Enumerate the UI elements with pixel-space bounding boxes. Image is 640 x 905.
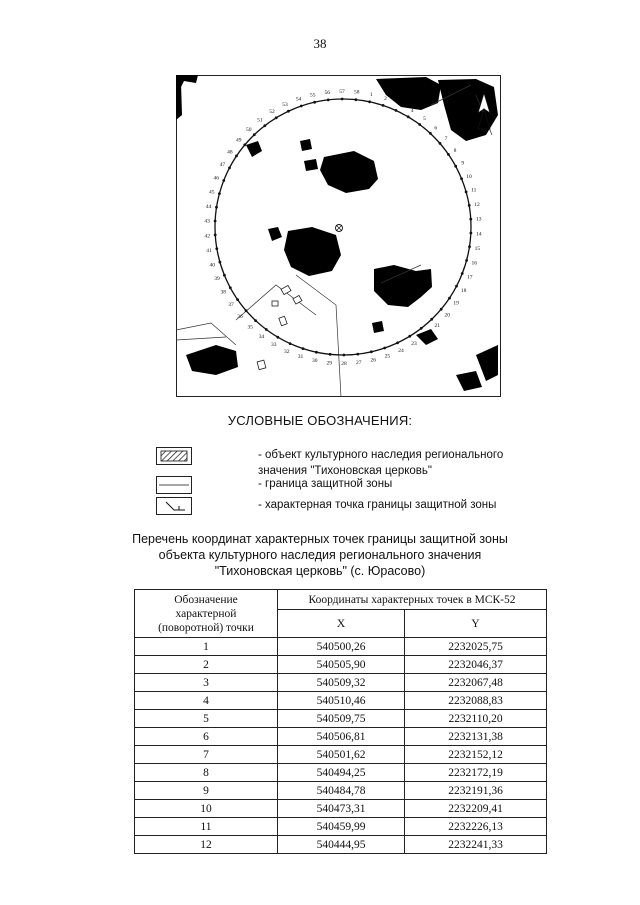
table-cell-point: 7	[135, 746, 278, 764]
table-cell-x: 540509,32	[278, 674, 405, 692]
table-row	[135, 764, 547, 782]
table-row	[135, 800, 547, 818]
boundary-point-marker	[368, 100, 371, 103]
boundary-point-marker	[356, 353, 359, 356]
boundary-point-label: 49	[235, 137, 242, 144]
boundary-point-marker	[218, 192, 221, 195]
table-cell-y: 2232172,19	[405, 764, 547, 782]
table-cell-y: 2232131,38	[405, 728, 547, 746]
table-cell-point: 5	[135, 710, 278, 728]
legend-title: УСЛОВНЫЕ ОБОЗНАЧЕНИЯ:	[227, 413, 413, 428]
designation-header: Обозначение характерной (поворотной) точки	[135, 590, 278, 638]
boundary-point-label: 38	[220, 289, 227, 296]
boundary-point-marker	[407, 115, 410, 118]
boundary-point-label: 25	[384, 353, 391, 360]
table-cell-x: 540501,62	[278, 746, 405, 764]
boundary-point-label: 23	[411, 341, 417, 347]
boundary-point-marker	[470, 232, 473, 235]
boundary-point-marker	[228, 167, 231, 170]
boundary-point-label: 3	[397, 101, 401, 108]
table-cell-point: 8	[135, 764, 278, 782]
boundary-point-marker	[245, 309, 248, 312]
boundary-point-label: 26	[370, 357, 376, 364]
boundary-point-marker	[235, 155, 238, 158]
boundary-point-label: 35	[247, 324, 253, 331]
boundary-point-label: 57	[339, 89, 345, 95]
boundary-point-marker	[355, 98, 358, 101]
table-cell-x: 540473,31	[278, 800, 405, 818]
table-cell-point: 10	[135, 800, 278, 818]
boundary-point-label: 5	[423, 116, 426, 123]
boundary-point-label: 45	[208, 189, 215, 196]
boundary-point-marker	[253, 133, 256, 136]
boundary-point-label: 14	[476, 231, 482, 238]
boundary-point-label: 15	[474, 246, 481, 252]
table-cell-x: 540444,95	[278, 836, 405, 854]
boundary-point-label: 11	[471, 187, 477, 194]
boundary-point-label: 31	[297, 354, 304, 361]
point-marker-icon	[156, 497, 192, 515]
boundary-point-marker	[460, 177, 463, 180]
boundary-point-marker	[341, 98, 344, 101]
boundary-point-marker	[263, 124, 266, 127]
empty-rectangle-icon	[156, 476, 192, 494]
table-cell-x: 540459,99	[278, 818, 405, 836]
boundary-point-label: 6	[434, 125, 438, 132]
boundary-point-label: 58	[353, 89, 360, 96]
boundary-point-label: 29	[326, 360, 333, 367]
boundary-point-label: 4	[410, 108, 414, 114]
table-cell-y: 2232088,83	[405, 692, 547, 710]
boundary-point-label: 47	[219, 162, 226, 169]
boundary-point-label: 41	[206, 248, 212, 254]
boundary-point-marker	[254, 319, 257, 322]
table-row	[135, 638, 547, 656]
boundary-point-marker	[429, 132, 432, 135]
boundary-point-label: 16	[471, 260, 478, 267]
table-cell-y: 2232046,37	[405, 656, 547, 674]
table-cell-y: 2232226,13	[405, 818, 547, 836]
boundary-point-label: 2	[384, 95, 387, 102]
boundary-point-label: 52	[269, 109, 275, 115]
boundary-point-label: 40	[209, 262, 215, 269]
coords-group-header: Координаты характерных точек в МСК-52	[278, 590, 547, 610]
legend-item-text: - граница защитной зоны	[258, 478, 393, 490]
boundary-point-marker	[215, 247, 218, 250]
table-row	[135, 746, 547, 764]
boundary-point-marker	[382, 104, 385, 107]
boundary-point-marker	[448, 297, 451, 300]
boundary-point-label: 53	[282, 102, 288, 108]
boundary-point-marker	[276, 336, 279, 339]
boundary-point-label: 19	[453, 300, 459, 307]
boundary-point-label: 55	[310, 92, 316, 99]
heading-line: "Тихоновская церковь" (с. Юрасово)	[214, 564, 426, 578]
legend-item-heritage-object	[150, 447, 550, 477]
boundary-point-marker	[223, 274, 226, 277]
boundary-point-marker	[408, 335, 411, 338]
table-cell-y: 2232209,41	[405, 800, 547, 818]
boundary-point-marker	[420, 327, 423, 330]
boundary-point-marker	[396, 341, 399, 344]
table-cell-point: 3	[135, 674, 278, 692]
boundary-point-marker	[302, 347, 305, 350]
boundary-point-marker	[455, 285, 458, 288]
boundary-point-marker	[300, 105, 303, 108]
boundary-point-label: 48	[227, 149, 233, 156]
boundary-point-label: 50	[246, 126, 252, 133]
table-row	[135, 782, 547, 800]
page-number: 38	[313, 36, 327, 51]
table-row	[135, 674, 547, 692]
boundary-point-label: 32	[284, 348, 290, 355]
boundary-point-marker	[447, 153, 450, 156]
boundary-point-label: 9	[461, 160, 465, 167]
table-row	[135, 818, 547, 836]
boundary-point-marker	[418, 123, 421, 126]
boundary-point-marker	[214, 234, 217, 237]
boundary-point-marker	[229, 286, 232, 289]
boundary-point-marker	[275, 116, 278, 119]
boundary-point-label: 13	[475, 216, 482, 223]
heading-line: объекта культурного наследия регионального значения	[158, 548, 482, 562]
boundary-point-label: 24	[398, 348, 404, 354]
table-row	[135, 710, 547, 728]
boundary-point-label: 46	[213, 175, 220, 182]
boundary-point-label: 1	[369, 92, 373, 98]
boundary-point-marker	[313, 101, 316, 104]
boundary-point-label: 7	[444, 136, 448, 143]
boundary-point-marker	[287, 110, 290, 113]
protection-zone-map	[176, 75, 501, 397]
boundary-point-marker	[315, 351, 318, 354]
boundary-point-marker	[469, 218, 472, 221]
legend-item-text: - характерная точка границы защитной зоны	[258, 499, 497, 511]
legend-item-text: - объект культурного наследия регионального значения "Тихоновская церковь"	[258, 449, 504, 477]
hatched-rectangle-icon	[156, 447, 192, 465]
boundary-point-label: 56	[324, 89, 331, 96]
boundary-point-label: 39	[214, 276, 220, 283]
table-cell-x: 540509,75	[278, 710, 405, 728]
table-row	[135, 728, 547, 746]
boundary-point-marker	[370, 350, 373, 353]
table-cell-point: 2	[135, 656, 278, 674]
boundary-point-label: 44	[205, 204, 212, 210]
table-cell-y: 2232241,33	[405, 836, 547, 854]
y-header: Y	[405, 610, 547, 638]
boundary-point-label: 51	[257, 117, 263, 124]
table-cell-y: 2232191,36	[405, 782, 547, 800]
table-cell-point: 6	[135, 728, 278, 746]
boundary-point-marker	[454, 165, 457, 168]
table-cell-x: 540484,78	[278, 782, 405, 800]
boundary-point-label: 27	[355, 360, 362, 367]
table-cell-point: 1	[135, 638, 278, 656]
table-cell-point: 11	[135, 818, 278, 836]
boundary-point-label: 34	[258, 333, 265, 340]
boundary-point-label: 37	[228, 302, 234, 309]
boundary-point-label: 54	[295, 96, 302, 103]
table-cell-x: 540506,81	[278, 728, 405, 746]
boundary-point-marker	[465, 191, 468, 194]
table-cell-y: 2232110,20	[405, 710, 547, 728]
table-cell-x: 540500,26	[278, 638, 405, 656]
boundary-point-marker	[343, 354, 346, 357]
boundary-point-marker	[236, 298, 239, 301]
table-cell-x: 540510,46	[278, 692, 405, 710]
coordinates-table	[134, 589, 547, 854]
boundary-point-label: 8	[453, 147, 457, 154]
x-header: X	[278, 610, 405, 638]
boundary-point-label: 36	[237, 313, 243, 320]
table-cell-y: 2232067,48	[405, 674, 547, 692]
boundary-point-label: 42	[204, 233, 211, 240]
table-cell-x: 540494,25	[278, 764, 405, 782]
boundary-point-marker	[214, 220, 217, 223]
boundary-point-marker	[243, 143, 246, 146]
table-cell-y: 2232152,12	[405, 746, 547, 764]
boundary-point-label: 12	[474, 202, 480, 208]
legend-item-point	[150, 497, 550, 521]
boundary-point-marker	[215, 206, 218, 209]
boundary-point-marker	[468, 245, 471, 248]
table-cell-y: 2232025,75	[405, 638, 547, 656]
boundary-point-marker	[440, 308, 443, 311]
boundary-point-label: 10	[466, 173, 472, 180]
boundary-point-marker	[383, 347, 386, 350]
boundary-point-label: 33	[270, 342, 277, 348]
boundary-point-label: 18	[460, 287, 467, 294]
table-cell-point: 12	[135, 836, 278, 854]
table-cell-x: 540505,90	[278, 656, 405, 674]
boundary-point-marker	[265, 328, 268, 331]
boundary-point-label: 30	[311, 358, 318, 364]
boundary-point-marker	[439, 142, 442, 145]
boundary-point-marker	[222, 179, 225, 182]
boundary-point-marker	[327, 99, 330, 102]
boundary-point-marker	[219, 261, 222, 264]
boundary-point-label: 28	[341, 361, 347, 367]
coordinates-list-heading	[0, 531, 640, 579]
boundary-point-marker	[430, 318, 433, 321]
table-row	[135, 836, 547, 854]
table-row	[135, 656, 547, 674]
boundary-point-label: 20	[444, 312, 451, 319]
table-cell-point: 9	[135, 782, 278, 800]
map-drawing	[176, 75, 501, 397]
table-cell-point: 4	[135, 692, 278, 710]
boundary-point-marker	[395, 109, 398, 112]
boundary-point-marker	[329, 353, 332, 356]
boundary-point-marker	[468, 204, 471, 207]
table-row	[135, 692, 547, 710]
boundary-point-label: 21	[434, 323, 440, 330]
boundary-point-marker	[289, 342, 292, 345]
boundary-point-label: 17	[466, 274, 473, 281]
boundary-point-label: 22	[423, 332, 429, 339]
heading-line: Перечень координат характерных точек границы защитной зоны	[132, 532, 508, 546]
boundary-point-label: 43	[204, 218, 210, 225]
boundary-point-marker	[465, 259, 468, 262]
boundary-point-marker	[461, 272, 464, 275]
